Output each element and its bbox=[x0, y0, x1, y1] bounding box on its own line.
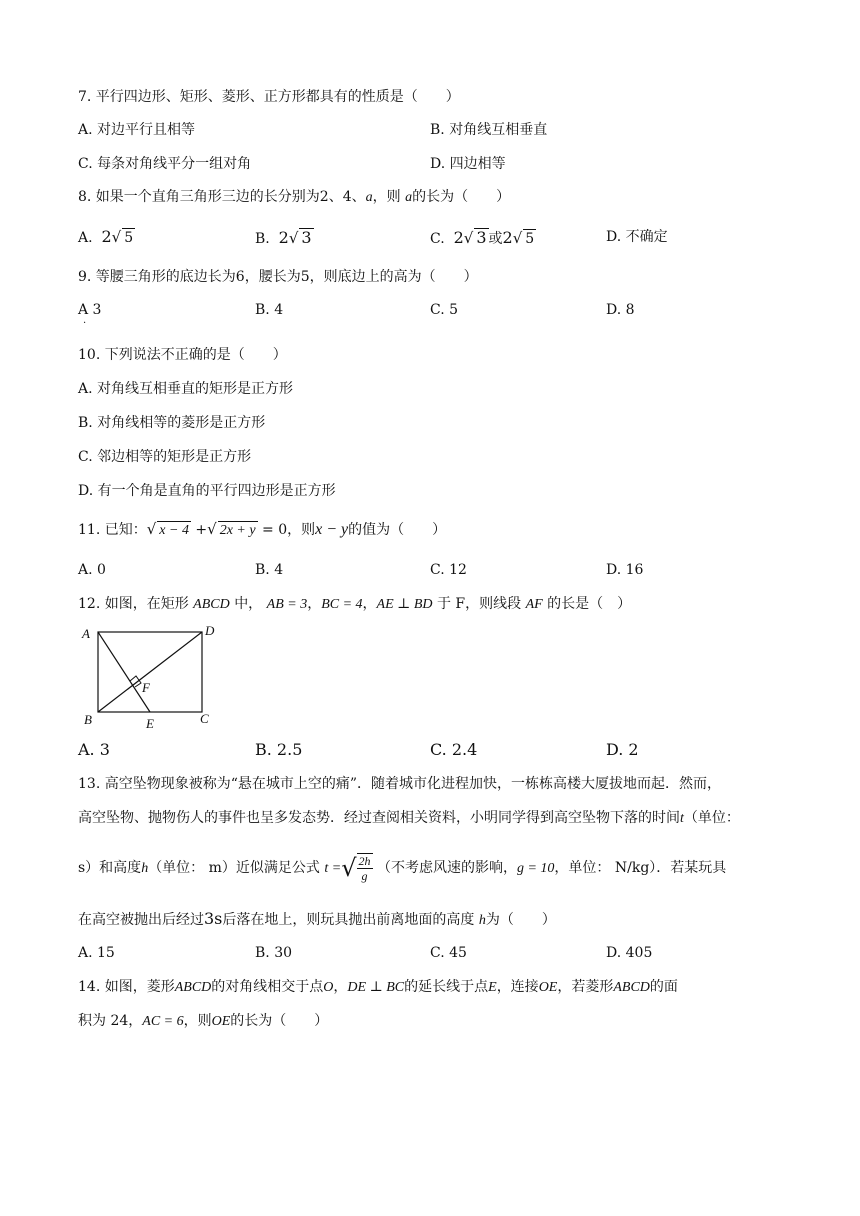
q9-option-a[interactable]: A 3 bbox=[78, 302, 102, 318]
label-c: C bbox=[200, 711, 209, 726]
label-a: A bbox=[82, 626, 90, 641]
q12-option-a[interactable]: A. 3 bbox=[78, 740, 110, 759]
q13-option-a[interactable]: A. 15 bbox=[78, 945, 115, 961]
q10-option-d[interactable]: D. 有一个角是直角的平行四边形是正方形 bbox=[78, 483, 336, 499]
q11-stem: 11. 已知：√ x − 4 +√ 2x + y = 0，则x − y的值为（ ） bbox=[78, 520, 447, 538]
q9-option-b[interactable]: B. 4 bbox=[255, 302, 284, 318]
q11-option-c[interactable]: C. 12 bbox=[430, 562, 467, 578]
label-e: E bbox=[146, 716, 154, 731]
label-f: F bbox=[142, 680, 150, 695]
q12-figure bbox=[78, 620, 228, 735]
q10-option-a[interactable]: A. 对角线互相垂直的矩形是正方形 bbox=[78, 381, 294, 397]
q8-option-a[interactable]: A. 2√ 5 bbox=[78, 227, 134, 246]
q7-stem: 7. 平行四边形、矩形、菱形、正方形都具有的性质是（ ） bbox=[78, 89, 460, 105]
q9-stem: 9. 等腰三角形的底边长为6，腰长为5，则底边上的高为（ ） bbox=[78, 269, 478, 285]
q13-option-c[interactable]: C. 45 bbox=[430, 945, 467, 961]
q8-option-c[interactable]: C. 2√ 3 或2√ 5 bbox=[430, 228, 535, 247]
q12-stem: 12. 如图，在矩形 ABCD 中， AB = 3，BC = 4，AE ⊥ BD 于 F，则线段 AF 的长是（ ） bbox=[78, 596, 632, 612]
q10-option-b[interactable]: B. 对角线相等的菱形是正方形 bbox=[78, 415, 266, 431]
q10-option-c[interactable]: C. 邻边相等的矩形是正方形 bbox=[78, 449, 252, 465]
q12-option-c[interactable]: C. 2.4 bbox=[430, 740, 478, 759]
q7-option-c[interactable]: C. 每条对角线平分一组对角 bbox=[78, 156, 252, 172]
stray-dot: . bbox=[83, 315, 87, 326]
q7-option-d[interactable]: D. 四边相等 bbox=[430, 156, 506, 172]
q11-option-d[interactable]: D. 16 bbox=[606, 562, 644, 578]
q7-option-b[interactable]: B. 对角线互相垂直 bbox=[430, 122, 548, 138]
q8-option-b[interactable]: B. 2√ 3 bbox=[255, 228, 312, 247]
q13-option-b[interactable]: B. 30 bbox=[255, 945, 293, 961]
q8-stem: 8. 如果一个直角三角形三边的长分别为2、4、a，则 a的长为（ ） bbox=[78, 189, 511, 205]
label-b: B bbox=[84, 712, 92, 727]
q11-option-b[interactable]: B. 4 bbox=[255, 562, 284, 578]
label-d: D bbox=[205, 623, 215, 638]
q9-option-d[interactable]: D. 8 bbox=[606, 302, 635, 318]
q10-stem: 10. 下列说法不正确的是（ ） bbox=[78, 347, 287, 363]
q9-option-c[interactable]: C. 5 bbox=[430, 302, 459, 318]
q13-option-d[interactable]: D. 405 bbox=[606, 945, 653, 961]
q13-line1: 13. 高空坠物现象被称为“悬在城市上空的痛”．随着城市化进程加快，一栋栋高楼大厦拔地而起．然而， bbox=[78, 776, 722, 792]
q11-option-a[interactable]: A. 0 bbox=[78, 562, 106, 578]
q13-line3: s）和高度h（单位： m）近似满足公式 t =√ $\frac{2h}{g}$ （不考虑风速的影响，g = 10，单位： N/kg）．若某玩具 bbox=[78, 854, 727, 883]
q12-option-d[interactable]: D. 2 bbox=[606, 740, 639, 759]
q7-option-a[interactable]: A. 对边平行且相等 bbox=[78, 122, 196, 138]
q14-line2: 积为 24，AC = 6，则OE的长为（ ） bbox=[78, 1013, 329, 1029]
q12-option-b[interactable]: B. 2.5 bbox=[255, 740, 303, 759]
q13-line4: 在高空被抛出后经过3s后落在地上，则玩具抛出前离地面的高度 h为（ ） bbox=[78, 909, 556, 928]
q14-line1: 14. 如图，菱形ABCD的对角线相交于点O，DE ⊥ BC的延长线于点E，连接OE，若菱形ABCD的面 bbox=[78, 979, 678, 995]
q13-line2: 高空坠物、抛物伤人的事件也呈多发态势．经过查阅相关资料，小明同学得到高空坠物下落的时间t（单位： bbox=[78, 810, 740, 826]
q8-option-d[interactable]: D. 不确定 bbox=[606, 229, 668, 245]
